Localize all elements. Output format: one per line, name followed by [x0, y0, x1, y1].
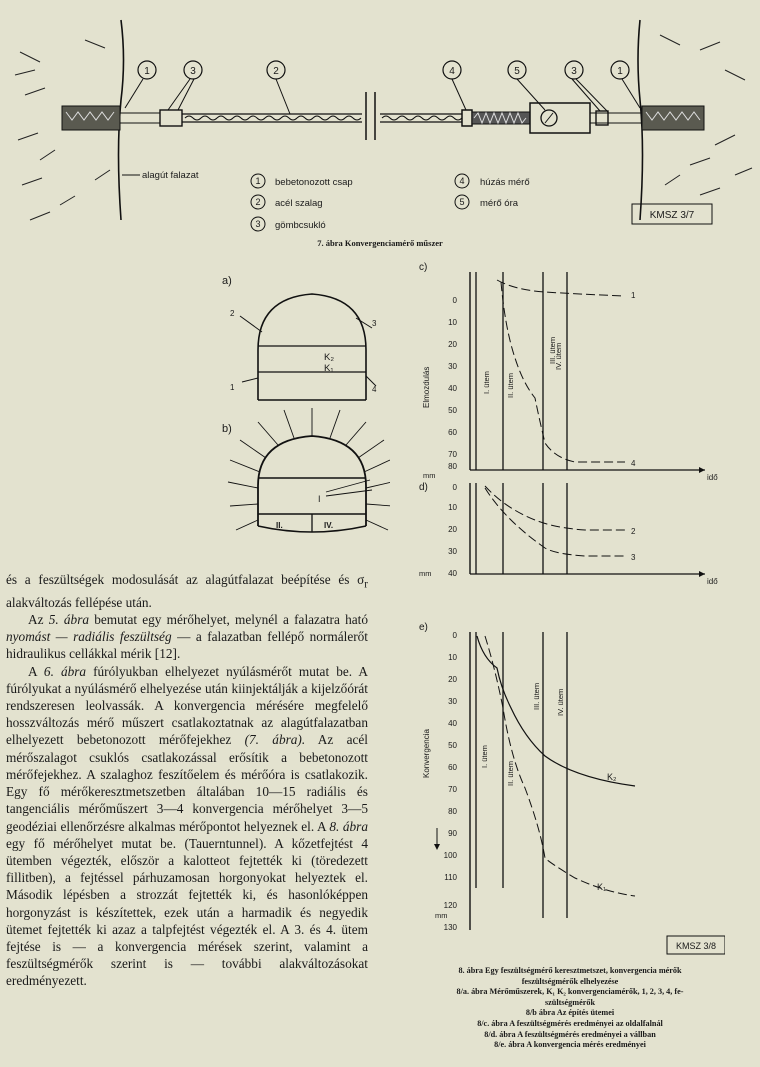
fig8a-tunnel-profile	[258, 294, 366, 400]
svg-text:idő: idő	[707, 577, 718, 586]
curve-2	[485, 486, 625, 530]
fig8a-label: a)	[222, 275, 232, 287]
figure-8cd-charts	[405, 258, 725, 588]
dial-gauge-box	[530, 103, 590, 133]
svg-text:20: 20	[448, 675, 457, 684]
svg-text:mm: mm	[419, 569, 432, 578]
svg-text:mm: mm	[423, 471, 436, 480]
callout-4: 4	[449, 66, 455, 77]
paragraph-0: és a feszültségek modosulását az alagútfalazat beépítése és $\sigma_r$ alakváltozás fellépése után.	[6, 572, 368, 610]
svg-text:10: 10	[448, 653, 457, 662]
svg-text:120: 120	[443, 901, 457, 910]
svg-text:1: 1	[230, 383, 235, 392]
svg-text:mm: mm	[435, 911, 448, 920]
svg-text:KMSZ 3/8: KMSZ 3/8	[675, 941, 717, 951]
svg-text:20: 20	[448, 340, 457, 349]
figure-8-captions: 8. ábra Egy feszültségmérő keresztmetszet, konvergencia mérők feszültségmérők elhelyezése 8/a. ábra Mérőműszerek, K₁ K₂ konvergenciamérők, 1, 2, 3, 4, fe- szültségmérők 8/b ábra Az építés ütemei 8/c. ábra A feszültségmérés eredményei az oldalfalnál 8/d. ábra A feszültségmérés eredményei a vállban 8/e. ábra A konvergencia mérés eredményei	[456, 966, 684, 1050]
svg-text:0: 0	[452, 296, 457, 305]
rod-left	[120, 113, 160, 123]
fig8e-ylabel: Konvergencia	[422, 729, 431, 778]
legend-3: gömbcsukló	[275, 220, 326, 231]
svg-text:3: 3	[372, 319, 377, 328]
svg-text:II. ütem: II. ütem	[506, 760, 515, 786]
legend-2: acél szalag	[275, 198, 323, 209]
svg-text:I. ütem: I. ütem	[480, 745, 489, 768]
fig8c-ylabel: Elmozdulás	[422, 366, 431, 408]
svg-text:60: 60	[448, 428, 457, 437]
svg-text:2: 2	[631, 527, 636, 536]
svg-text:40: 40	[448, 719, 457, 728]
svg-text:50: 50	[448, 741, 457, 750]
svg-text:2: 2	[255, 197, 261, 207]
fig8d-label: d)	[419, 482, 428, 493]
paragraph-1: Az 5. ábra bemutat egy mérőhelyet, melynél a falazatra ható nyomást — radiális feszültség — a falazatban fellépő normálerőt hidraulikus cellákkal mérik [12].	[6, 612, 368, 662]
svg-text:130: 130	[443, 923, 457, 932]
svg-text:II. ütem: II. ütem	[506, 372, 515, 398]
legend-1: bebetonozott csap	[275, 177, 353, 188]
fig8e-label: e)	[419, 622, 428, 633]
svg-text:idő: idő	[707, 473, 718, 482]
svg-text:90: 90	[448, 829, 457, 838]
callout-1-right: 1	[617, 66, 623, 77]
figure-7-convergence-meter	[0, 0, 760, 250]
svg-text:80: 80	[448, 462, 457, 471]
svg-text:70: 70	[448, 785, 457, 794]
fig8b-tunnel-profile	[258, 436, 366, 526]
svg-text:30: 30	[448, 697, 457, 706]
callout-3-right: 3	[571, 66, 577, 77]
svg-text:III. ütem: III. ütem	[548, 336, 557, 364]
svg-text:0: 0	[452, 483, 457, 492]
curve-3	[485, 488, 625, 556]
svg-text:3: 3	[255, 219, 261, 229]
paragraph-2: A 6. ábra fúrólyukban elhelyezet nyúlásmérőt mutat be. A fúrólyukat a nyúlásmérő elhelyezése után kiinjektálják a kijelzőórát rendszeresen leolvassák. A konvergencia mérésére megfelelő hosszváltozás mérő műszert csatlakoztatnak az alagútfalazatban elhelyezett bebetonozott mérőfejekhez (7. ábra). Az acél mérőszalagot csuklós csatlakozással erősítik a bebetonozott mérőfejekhez. A szalaghoz feszítőelem és mérőóra is csatlakozik. Egy fő mérőkeresztmetszetben általában 10—15 radiális és tangenciális mérőműszert 3—4 konvergencia mérőhelyet 3—5 geodéziai ellenőrzésre alkalmas mérőpontot helyeznek el. A 8. ábra egy fő mérőhelyet mutat be. (Tauerntunnel). A kőzetfejtést 4 ütemben végezték, először a kalotteot fejtették ki (töredezett fillitben), a fejtéssel párhuzamosan horgonyokat helyeztek el. Második lépésben a strozzát fejtették ki, és hasonlóképpen horgonyzást is készítettek, ezek után a harmadik és negyedik ütemet fejtették ki azaz a talpfejtést végezték el. A 3. és 4. ütem fejtése is — a konvergencia mérések szerint, valamint a feszültségmérők szerint is — további alakváltozásokat eredményezett.	[6, 663, 368, 989]
svg-text:1: 1	[255, 176, 261, 186]
svg-text:IV. ütem: IV. ütem	[556, 688, 565, 716]
svg-text:40: 40	[448, 384, 457, 393]
svg-text:10: 10	[448, 503, 457, 512]
svg-text:2: 2	[230, 309, 235, 318]
svg-text:10: 10	[448, 318, 457, 327]
curve-1	[497, 280, 625, 296]
steel-tape	[182, 114, 462, 122]
svg-text:3: 3	[631, 553, 636, 562]
figure-8e-chart	[405, 618, 725, 963]
svg-text:100: 100	[443, 851, 457, 860]
svg-text:70: 70	[448, 450, 457, 459]
anchor-bolt-right	[642, 106, 704, 130]
svg-text:60: 60	[448, 763, 457, 772]
k1-label: K₁	[324, 363, 334, 374]
svg-text:4: 4	[631, 459, 636, 468]
figure-7-caption: 7. ábra Konvergenciamérő műszer	[317, 238, 443, 248]
body-text	[6, 571, 368, 990]
callout-2: 2	[273, 66, 279, 77]
svg-text:80: 80	[448, 807, 457, 816]
callout-3-left: 3	[190, 66, 196, 77]
callout-1-left: 1	[144, 66, 150, 77]
svg-text:4: 4	[372, 385, 377, 394]
svg-text:I. ütem: I. ütem	[482, 371, 491, 394]
stamp-text: KMSZ 3/7	[649, 210, 695, 221]
svg-text:5: 5	[459, 197, 465, 207]
rod-right	[590, 113, 642, 123]
wall-label: alagút falazat	[142, 170, 199, 181]
k2-label: K₂	[324, 352, 335, 363]
svg-text:30: 30	[448, 362, 457, 371]
svg-text:III. ütem: III. ütem	[532, 682, 541, 710]
callout-5: 5	[514, 66, 520, 77]
curve-4	[501, 282, 625, 462]
svg-text:4: 4	[459, 176, 465, 186]
ball-joint-left	[160, 110, 182, 126]
svg-text:1: 1	[631, 291, 636, 300]
legend-5: mérő óra	[480, 198, 519, 209]
phase-II: II.	[276, 521, 283, 530]
svg-text:0: 0	[452, 631, 457, 640]
figure-8ab-cross-sections	[200, 268, 390, 568]
svg-text:50: 50	[448, 406, 457, 415]
fig8b-label: b)	[222, 423, 232, 435]
svg-text:K₂: K₂	[607, 772, 617, 782]
svg-text:I: I	[318, 494, 321, 504]
legend-4: húzás mérő	[480, 177, 530, 188]
svg-text:40: 40	[448, 569, 457, 578]
svg-text:K₁: K₁	[597, 882, 607, 892]
tension-meter-end	[462, 110, 472, 126]
svg-text:110: 110	[444, 873, 457, 882]
svg-text:IV. ütem: IV. ütem	[554, 342, 563, 370]
svg-text:30: 30	[448, 547, 457, 556]
fig8c-label: c)	[419, 262, 428, 273]
phase-IV: IV.	[324, 521, 334, 530]
svg-text:20: 20	[448, 525, 457, 534]
